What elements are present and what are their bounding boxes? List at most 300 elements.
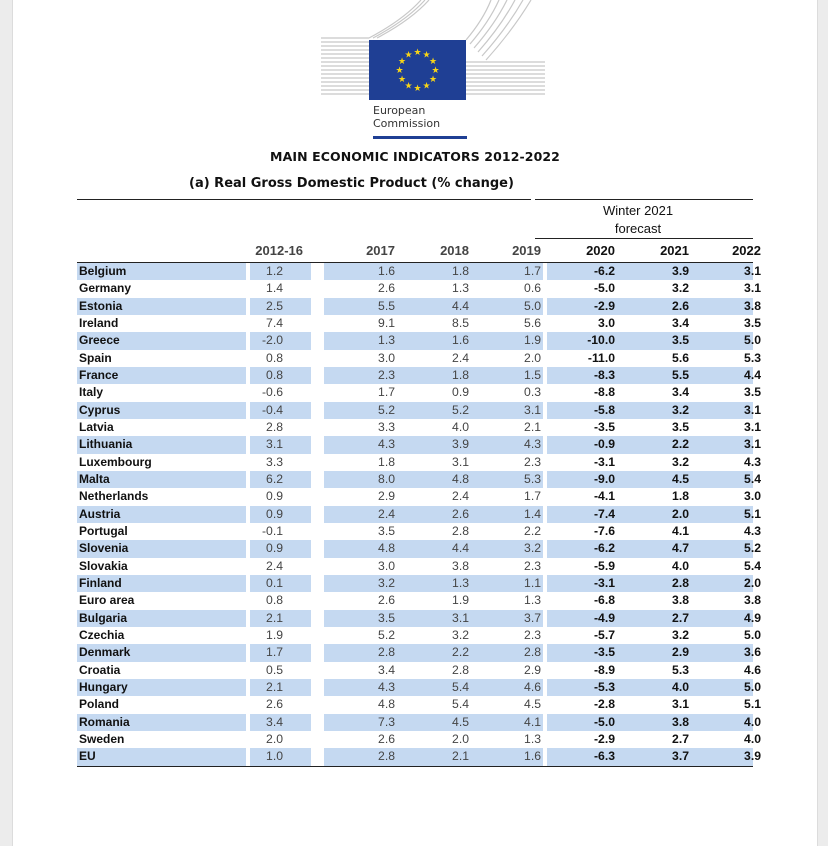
country-name: Denmark (79, 645, 131, 660)
country-name: Estonia (79, 298, 123, 313)
value-cell: 3.2 (672, 627, 689, 642)
country-name: EU (79, 749, 96, 764)
value-cell: 1.2 (266, 264, 283, 278)
value-cell: 2.9 (378, 489, 395, 504)
table-row (77, 488, 761, 505)
value-cell: 4.0 (452, 419, 469, 434)
value-cell: -9.0 (593, 471, 615, 486)
value-cell: 2.2 (524, 523, 541, 538)
value-cell: 3.8 (744, 298, 761, 313)
value-cell: 1.7 (524, 264, 541, 278)
main-title: MAIN ECONOMIC INDICATORS 2012-2022 (270, 149, 560, 164)
country-name: Finland (79, 575, 122, 590)
value-cell: 5.3 (524, 471, 541, 486)
value-cell: 0.1 (266, 575, 283, 590)
value-cell: 1.4 (524, 506, 541, 521)
value-cell: 4.6 (524, 679, 541, 694)
value-cell: 3.1 (672, 697, 689, 712)
value-cell: 4.3 (524, 437, 541, 452)
value-cell: -8.9 (593, 662, 615, 677)
table-row (77, 454, 761, 471)
value-cell: 4.6 (744, 662, 761, 677)
value-cell: 5.4 (744, 558, 761, 573)
forecast-rule (535, 238, 753, 239)
table-row (77, 506, 761, 523)
value-cell: 5.4 (452, 679, 469, 694)
value-cell: -3.1 (593, 454, 615, 469)
value-cell: 4.3 (744, 454, 761, 469)
value-cell: 3.8 (452, 558, 469, 573)
document-page (12, 0, 818, 846)
value-cell: 5.4 (744, 471, 761, 486)
logo-line-1: European (373, 104, 426, 117)
value-cell: 2.0 (672, 506, 689, 521)
value-cell: -0.6 (261, 385, 283, 400)
value-cell: 2.3 (378, 367, 395, 382)
table-row (77, 558, 761, 575)
value-cell: 1.5 (524, 367, 541, 382)
value-cell: 5.3 (744, 350, 761, 365)
value-cell: 4.5 (452, 714, 469, 729)
value-cell: 1.4 (266, 281, 283, 296)
value-cell: 2.8 (266, 419, 283, 434)
value-cell: 3.3 (266, 454, 283, 469)
column-header: 2019 (512, 243, 541, 258)
value-cell: 5.1 (744, 697, 761, 712)
value-cell: 5.2 (378, 402, 395, 417)
value-cell: 3.1 (266, 437, 283, 452)
country-name: Italy (79, 385, 104, 400)
country-name: Spain (79, 350, 112, 365)
table-row (77, 298, 761, 315)
value-cell: 4.4 (744, 367, 761, 382)
value-cell: 5.0 (524, 298, 541, 313)
svg-text:★: ★ (428, 57, 438, 67)
country-name: Austria (79, 506, 121, 521)
value-cell: 2.6 (672, 298, 689, 313)
value-cell: -0.9 (593, 437, 615, 452)
table-row (77, 644, 761, 661)
value-cell: 4.5 (672, 471, 689, 486)
value-cell: 2.6 (266, 697, 283, 712)
value-cell: 3.8 (672, 714, 689, 729)
value-cell: 3.2 (452, 627, 469, 642)
value-cell: -5.3 (593, 679, 615, 694)
table-row (77, 748, 761, 765)
value-cell: -4.9 (593, 610, 615, 625)
value-cell: 3.1 (452, 454, 469, 469)
value-cell: 5.0 (744, 627, 761, 642)
table-row (77, 679, 761, 696)
value-cell: 4.0 (744, 731, 761, 746)
value-cell: 2.8 (378, 749, 395, 764)
value-cell: 5.4 (452, 697, 469, 712)
value-cell: 4.1 (672, 523, 689, 538)
svg-text:★: ★ (397, 57, 407, 67)
value-cell: 5.2 (744, 541, 761, 556)
value-cell: 3.0 (598, 315, 615, 330)
eu-stars-icon (369, 40, 466, 100)
value-cell: 7.4 (266, 315, 283, 330)
value-cell: 8.5 (452, 315, 469, 330)
value-cell: 3.9 (744, 749, 761, 764)
value-cell: 3.8 (672, 593, 689, 608)
value-cell: -6.3 (593, 749, 615, 764)
svg-text:★: ★ (413, 84, 422, 94)
country-name: Malta (79, 471, 110, 486)
value-cell: 4.9 (744, 610, 761, 625)
country-name: Euro area (79, 593, 135, 608)
value-cell: 4.3 (378, 437, 395, 452)
value-cell: 0.3 (524, 385, 541, 400)
value-cell: 2.6 (378, 281, 395, 296)
value-cell: 2.8 (524, 645, 541, 660)
value-cell: 3.7 (672, 749, 689, 764)
table-row (77, 540, 761, 557)
value-cell: -7.4 (593, 506, 615, 521)
value-cell: 2.8 (378, 645, 395, 660)
forecast-label-line-2: forecast (614, 221, 662, 236)
value-cell: 3.6 (744, 645, 761, 660)
value-cell: 3.3 (378, 419, 395, 434)
value-cell: 5.5 (672, 367, 689, 382)
value-cell: 3.4 (378, 662, 395, 677)
column-header: 2017 (366, 243, 395, 258)
value-cell: 0.5 (266, 662, 283, 677)
value-cell: 4.8 (378, 541, 395, 556)
table-row (77, 350, 761, 367)
value-cell: 1.7 (378, 385, 395, 400)
table-row (77, 419, 761, 436)
value-cell: 1.6 (378, 264, 395, 278)
value-cell: 2.8 (452, 523, 469, 538)
value-cell: 3.1 (744, 264, 761, 278)
country-name: Germany (79, 281, 132, 296)
value-cell: -3.5 (593, 419, 615, 434)
value-cell: 4.8 (378, 697, 395, 712)
value-cell: 3.0 (378, 350, 395, 365)
value-cell: 2.1 (266, 610, 283, 625)
logo-line-2: Commission (373, 117, 441, 130)
value-cell: 0.9 (452, 385, 469, 400)
value-cell: -2.8 (593, 697, 615, 712)
value-cell: 5.6 (672, 350, 689, 365)
country-name: Portugal (79, 523, 128, 538)
table-row (77, 471, 761, 488)
value-cell: 3.0 (744, 489, 761, 504)
value-cell: -0.4 (261, 402, 283, 417)
country-name: Lithuania (79, 437, 133, 452)
value-cell: 0.6 (524, 281, 541, 296)
value-cell: 2.3 (524, 454, 541, 469)
country-name: Romania (79, 714, 130, 729)
forecast-label-line-1: Winter 2021 (602, 203, 674, 218)
value-cell: -2.0 (261, 333, 283, 348)
gdp-table (77, 241, 761, 766)
value-cell: 5.2 (452, 402, 469, 417)
value-cell: 0.9 (266, 541, 283, 556)
value-cell: 4.0 (672, 558, 689, 573)
value-cell: 3.1 (744, 281, 761, 296)
table-row (77, 402, 761, 419)
value-cell: 1.3 (452, 281, 469, 296)
value-cell: 3.1 (744, 437, 761, 452)
top-rule-right (535, 199, 753, 200)
value-cell: 2.1 (266, 679, 283, 694)
value-cell: 2.1 (452, 749, 469, 764)
value-cell: 1.7 (524, 489, 541, 504)
svg-text:★: ★ (413, 48, 422, 58)
svg-text:★: ★ (395, 66, 404, 76)
value-cell: 3.4 (672, 385, 689, 400)
value-cell: -11.0 (587, 350, 615, 365)
logo-text (373, 104, 493, 130)
country-name: Slovakia (79, 558, 128, 573)
country-name: Belgium (79, 264, 127, 278)
table-row (77, 280, 761, 297)
value-cell: 3.2 (672, 454, 689, 469)
value-cell: 9.1 (378, 315, 395, 330)
table-row (77, 436, 761, 453)
svg-text:★: ★ (404, 81, 413, 92)
table-row (77, 714, 761, 731)
value-cell: 1.7 (266, 645, 283, 660)
value-cell: 7.3 (378, 714, 395, 729)
value-cell: 2.0 (266, 731, 283, 746)
value-cell: -5.8 (593, 402, 615, 417)
value-cell: 4.4 (452, 541, 469, 556)
table-row (77, 384, 761, 401)
value-cell: 3.5 (744, 315, 761, 330)
value-cell: 1.8 (452, 367, 469, 382)
value-cell: 3.8 (744, 593, 761, 608)
value-cell: -3.1 (593, 575, 615, 590)
value-cell: -10.0 (587, 333, 615, 348)
forecast-label (568, 202, 708, 238)
value-cell: 0.9 (266, 506, 283, 521)
value-cell: 1.8 (672, 489, 689, 504)
country-name: Latvia (79, 419, 114, 434)
value-cell: 1.0 (266, 749, 283, 764)
value-cell: 3.1 (744, 402, 761, 417)
value-cell: -7.6 (593, 523, 615, 538)
value-cell: 3.9 (452, 437, 469, 452)
value-cell: 8.0 (378, 471, 395, 486)
country-name: Greece (79, 333, 120, 348)
value-cell: 1.9 (524, 333, 541, 348)
country-name: Poland (79, 697, 120, 712)
table-row (77, 662, 761, 679)
value-cell: 3.5 (744, 385, 761, 400)
value-cell: 4.0 (672, 679, 689, 694)
value-cell: 0.8 (266, 593, 283, 608)
value-cell: 2.4 (452, 489, 469, 504)
country-name: France (79, 367, 119, 382)
value-cell: 1.3 (378, 333, 395, 348)
svg-text:★: ★ (397, 75, 407, 85)
svg-text:★: ★ (431, 66, 440, 76)
svg-text:★: ★ (428, 75, 438, 85)
table-row (77, 523, 761, 540)
value-cell: 2.7 (672, 610, 689, 625)
value-cell: 0.8 (266, 350, 283, 365)
value-cell: 3.4 (266, 714, 283, 729)
value-cell: 5.6 (524, 315, 541, 330)
value-cell: 5.1 (744, 506, 761, 521)
value-cell: 2.2 (672, 437, 689, 452)
country-name: Sweden (79, 731, 125, 746)
country-name: Cyprus (79, 402, 121, 417)
country-name: Hungary (79, 679, 128, 694)
eu-flag-icon (369, 40, 466, 100)
country-name: Bulgaria (79, 610, 128, 625)
value-cell: 3.5 (378, 523, 395, 538)
value-cell: -5.7 (593, 627, 615, 642)
value-cell: 1.1 (524, 575, 541, 590)
value-cell: 3.1 (744, 419, 761, 434)
value-cell: 2.2 (452, 645, 469, 660)
value-cell: -8.3 (593, 367, 615, 382)
value-cell: 3.9 (672, 264, 689, 278)
value-cell: 5.5 (378, 298, 395, 313)
table-row (77, 367, 761, 384)
value-cell: 4.3 (378, 679, 395, 694)
value-cell: -8.8 (593, 385, 615, 400)
table-row (77, 263, 761, 280)
value-cell: 1.8 (378, 454, 395, 469)
table-row (77, 731, 761, 748)
value-cell: 5.3 (672, 662, 689, 677)
value-cell: 1.8 (452, 264, 469, 278)
svg-text:★: ★ (404, 50, 413, 61)
value-cell: 1.9 (266, 627, 283, 642)
column-header: 2012-16 (255, 243, 303, 258)
table-subtitle: (a) Real Gross Domestic Product (% change) (189, 176, 514, 191)
value-cell: 2.6 (378, 731, 395, 746)
value-cell: -5.9 (593, 558, 615, 573)
value-cell: -6.2 (593, 264, 615, 278)
value-cell: 4.1 (524, 714, 541, 729)
table-row (77, 592, 761, 609)
value-cell: 2.0 (524, 350, 541, 365)
value-cell: 2.3 (524, 558, 541, 573)
value-cell: 3.2 (672, 402, 689, 417)
value-cell: 4.4 (452, 298, 469, 313)
value-cell: 2.3 (524, 627, 541, 642)
value-cell: 2.8 (452, 662, 469, 677)
value-cell: -3.5 (593, 645, 615, 660)
value-cell: 0.9 (266, 489, 283, 504)
value-cell: 3.1 (524, 402, 541, 417)
value-cell: 3.2 (672, 281, 689, 296)
value-cell: 1.6 (452, 333, 469, 348)
country-name: Croatia (79, 662, 121, 677)
column-header: 2020 (586, 243, 615, 258)
column-header: 2018 (440, 243, 469, 258)
table-body (77, 263, 761, 766)
value-cell: 2.9 (672, 645, 689, 660)
table-header-row (77, 241, 761, 263)
country-name: Slovenia (79, 541, 129, 556)
value-cell: 5.0 (744, 679, 761, 694)
column-header: 2021 (660, 243, 689, 258)
value-cell: 2.6 (452, 506, 469, 521)
value-cell: 3.0 (378, 558, 395, 573)
value-cell: 2.5 (266, 298, 283, 313)
value-cell: -2.9 (593, 298, 615, 313)
value-cell: 1.3 (524, 731, 541, 746)
value-cell: 2.9 (524, 662, 541, 677)
table-row (77, 332, 761, 349)
value-cell: 1.3 (524, 593, 541, 608)
table-row (77, 575, 761, 592)
value-cell: 3.2 (524, 541, 541, 556)
top-rule-left (77, 199, 531, 200)
value-cell: 2.0 (744, 575, 761, 590)
value-cell: 5.2 (378, 627, 395, 642)
table-row (77, 610, 761, 627)
value-cell: 2.4 (266, 558, 283, 573)
value-cell: 1.6 (524, 749, 541, 764)
value-cell: 3.5 (672, 333, 689, 348)
value-cell: 2.4 (378, 506, 395, 521)
country-name: Ireland (79, 315, 119, 330)
table-row (77, 696, 761, 713)
value-cell: -0.1 (261, 523, 283, 538)
table-row (77, 627, 761, 644)
value-cell: 3.5 (378, 610, 395, 625)
value-cell: -6.2 (593, 541, 615, 556)
value-cell: 4.8 (452, 471, 469, 486)
country-name: Netherlands (79, 489, 149, 504)
value-cell: 4.0 (744, 714, 761, 729)
value-cell: 2.7 (672, 731, 689, 746)
value-cell: -5.0 (593, 281, 615, 296)
value-cell: -5.0 (593, 714, 615, 729)
value-cell: 2.8 (672, 575, 689, 590)
value-cell: 4.5 (524, 697, 541, 712)
value-cell: 5.0 (744, 333, 761, 348)
value-cell: -2.9 (593, 731, 615, 746)
value-cell: 3.7 (524, 610, 541, 625)
value-cell: -4.1 (593, 489, 615, 504)
svg-text:★: ★ (422, 50, 431, 61)
value-cell: -6.8 (593, 593, 615, 608)
table-row (77, 315, 761, 332)
value-cell: 2.0 (452, 731, 469, 746)
logo-underline (373, 136, 467, 139)
column-header: 2022 (732, 243, 761, 258)
country-name: Luxembourg (79, 454, 152, 469)
bottom-rule (77, 766, 753, 767)
value-cell: 2.6 (378, 593, 395, 608)
value-cell: 4.3 (744, 523, 761, 538)
european-commission-logo (313, 0, 553, 140)
value-cell: 3.2 (378, 575, 395, 590)
value-cell: 3.5 (672, 419, 689, 434)
value-cell: 6.2 (266, 471, 283, 486)
value-cell: 2.1 (524, 419, 541, 434)
value-cell: 1.9 (452, 593, 469, 608)
value-cell: 3.1 (452, 610, 469, 625)
value-cell: 2.4 (452, 350, 469, 365)
value-cell: 1.3 (452, 575, 469, 590)
value-cell: 4.7 (672, 541, 689, 556)
value-cell: 0.8 (266, 367, 283, 382)
country-name: Czechia (79, 627, 125, 642)
svg-text:★: ★ (422, 81, 431, 92)
row-shading (77, 748, 246, 765)
